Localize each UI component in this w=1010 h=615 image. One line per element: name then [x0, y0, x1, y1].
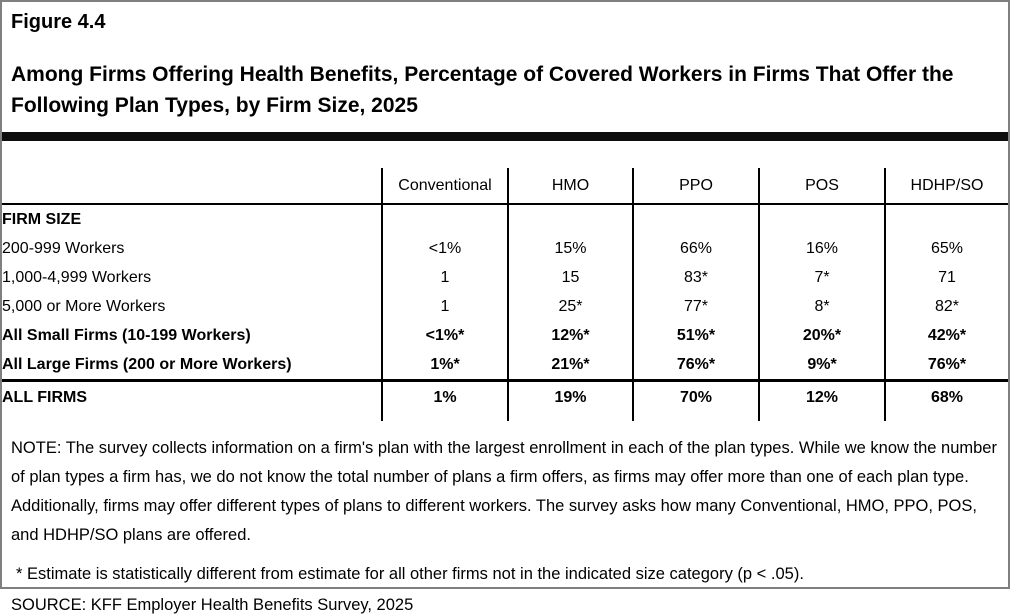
value-cell: 68% — [885, 381, 1008, 422]
column-header-hdhpso: HDHP/SO — [885, 168, 1008, 204]
column-header-blank — [2, 168, 382, 204]
table-row — [2, 321, 1008, 350]
value-cell: <1%* — [382, 321, 508, 350]
empty-cell — [508, 204, 633, 234]
value-cell: 1%* — [382, 350, 508, 381]
column-header-hmo: HMO — [508, 168, 633, 204]
value-cell: 12% — [759, 381, 885, 422]
value-cell: 76%* — [885, 350, 1008, 381]
total-row-all-firms — [2, 381, 1008, 422]
value-cell: 16% — [759, 234, 885, 263]
column-header-conventional: Conventional — [382, 168, 508, 204]
value-cell: 82* — [885, 292, 1008, 321]
value-cell: 77* — [633, 292, 759, 321]
value-cell: 12%* — [508, 321, 633, 350]
value-cell: 9%* — [759, 350, 885, 381]
row-label: All Large Firms (200 or More Workers) — [2, 355, 292, 373]
section-row-firm-size — [2, 204, 1008, 234]
value-cell: 8* — [759, 292, 885, 321]
value-cell: 76%* — [633, 350, 759, 381]
value-cell: 66% — [633, 234, 759, 263]
plan-type-table — [2, 168, 1008, 421]
value-cell: 70% — [633, 381, 759, 422]
value-cell: 51%* — [633, 321, 759, 350]
value-cell: 1% — [382, 381, 508, 422]
value-cell: 1 — [382, 263, 508, 292]
title-divider-bar — [2, 132, 1008, 141]
value-cell: 83* — [633, 263, 759, 292]
figure-number: Figure 4.4 — [11, 11, 106, 33]
value-cell: 71 — [885, 263, 1008, 292]
column-header-pos: POS — [759, 168, 885, 204]
value-cell: <1% — [382, 234, 508, 263]
empty-cell — [759, 204, 885, 234]
note-text: NOTE: The survey collects information on a firm's plan with the largest enrollment in each of the plan types. While we know the number of plan types a firm has, we do not know the total number of plans a firm offers, as firms may offer more than one of each plan type. Additionally, firms may offer different types of plans to different workers. The survey asks how many Conventional, HMO, PPO, POS, and HDHP/SO plans are offered. — [11, 439, 997, 544]
row-label: All Small Firms (10-199 Workers) — [2, 326, 251, 344]
table-row — [2, 292, 1008, 321]
empty-cell — [382, 204, 508, 234]
footnote-text: * Estimate is statistically different from estimate for all other firms not in the indicated size category (p < .05). — [16, 565, 804, 583]
value-cell: 20%* — [759, 321, 885, 350]
section-label: FIRM SIZE — [2, 210, 82, 228]
table-row — [2, 234, 1008, 263]
value-cell: 7* — [759, 263, 885, 292]
row-label: 5,000 or More Workers — [2, 297, 166, 315]
value-cell: 65% — [885, 234, 1008, 263]
row-label: 1,000-4,999 Workers — [2, 268, 152, 286]
row-label: ALL FIRMS — [2, 381, 382, 422]
source-text: SOURCE: KFF Employer Health Benefits Survey, 2025 — [11, 596, 414, 614]
value-cell: 21%* — [508, 350, 633, 381]
figure-title: Among Firms Offering Health Benefits, Percentage of Covered Workers in Firms That Offer the Following Plan Types, by Firm Size, 2025 — [11, 63, 954, 117]
empty-cell — [885, 204, 1008, 234]
empty-cell — [633, 204, 759, 234]
value-cell: 15 — [508, 263, 633, 292]
value-cell: 42%* — [885, 321, 1008, 350]
row-label: 200-999 Workers — [2, 239, 125, 257]
value-cell: 25* — [508, 292, 633, 321]
value-cell: 15% — [508, 234, 633, 263]
value-cell: 1 — [382, 292, 508, 321]
table-row — [2, 263, 1008, 292]
value-cell: 19% — [508, 381, 633, 422]
table-header-row — [2, 168, 1008, 204]
column-header-ppo: PPO — [633, 168, 759, 204]
table-row — [2, 350, 1008, 381]
